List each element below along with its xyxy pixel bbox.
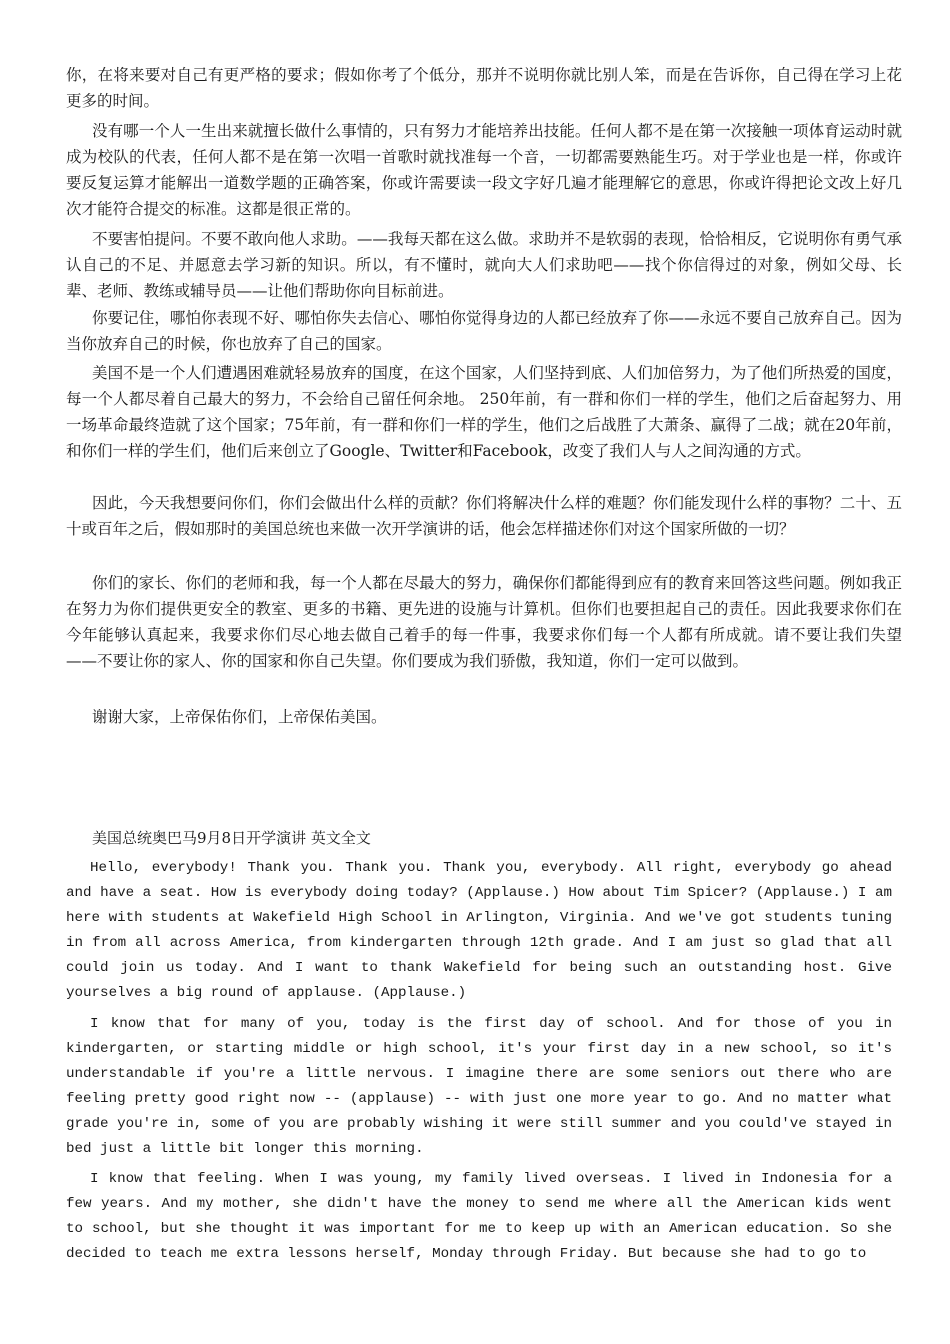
en-paragraph-1: Hello, everybody! Thank you. Thank you. Thank you, everybody. All right, everybody go ahead and have a seat. How is everybody doing today? (Applause.) How about Tim Spicer? (Applause.) I am here with students at Wakefield High School in Arlington, Virginia. And we've got students tuning in from all across America, from kindergarten through 12th grade. And I am just so glad that all could join us today. And I want to thank Wakefield for being such an outstanding host. Give yourselves a big round of applause. (Applause.) <box>66 860 892 1001</box>
cn-paragraph-6: 因此，今天我想要问你们，你们会做出什么样的贡献？你们将解决什么样的难题？你们能发现什么样的事物？二十、五十或百年之后，假如那时的美国总统也来做一次开学演讲的话，他会怎样描述你们对这个国家所做的一切？ <box>66 494 902 538</box>
cn-paragraph-7: 你们的家长、你们的老师和我，每一个人都在尽最大的努力，确保你们都能得到应有的教育来回答这些问题。例如我正在努力为你们提供更安全的教室、更多的书籍、更先进的设施与计算机。但你们也要担起自己的责任。因此我要求你们在今年能够认真起来，我要求你们尽心地去做自己着手的每一件事，我要求你们每一个人都有所成就。请不要让我们失望——不要让你的家人、你的国家和你自己失望。你们要成为我们骄傲，我知道，你们一定可以做到。 <box>66 574 902 670</box>
cn-paragraph-1: 你，在将来要对自己有更严格的要求；假如你考了个低分，那并不说明你就比别人笨，而是在告诉你，自己得在学习上花更多的时间。 <box>66 66 902 110</box>
cn-paragraph-3: 不要害怕提问。不要不敢向他人求助。——我每天都在这么做。求助并不是软弱的表现，恰恰相反，它说明你有勇气承认自己的不足、并愿意去学习新的知识。所以，有不懂时，就向大人们求助吧——找个你信得过的对象，例如父母、长辈、老师、教练或辅导员——让他们帮助你向目标前进。 <box>66 230 902 300</box>
cn-paragraph-5: 美国不是一个人们遭遇困难就轻易放弃的国度，在这个国家，人们坚持到底、人们加倍努力，为了他们所热爱的国度，每一个人都尽着自己最大的努力，不会给自己留任何余地。 250年前，有一群和你们一样的学生，他们之后奋起努力、用一场革命最终造就了这个国家；75年前，有一群和你们一样的学生，他们之后战胜了大萧条、赢得了二战；就在20年前，和你们一样的学生们，他们后来创立了Google、Twitter和Facebook，改变了我们人与人之间沟通的方式。 <box>66 364 902 460</box>
cn-paragraph-4: 你要记住，哪怕你表现不好、哪怕你失去信心、哪怕你觉得身边的人都已经放弃了你——永远不要自己放弃自己。因为当你放弃自己的时候，你也放弃了自己的国家。 <box>66 309 902 353</box>
english-section-title: 美国总统奥巴马9月8日开学演讲 英文全文 <box>92 829 371 847</box>
cn-paragraph-8: 谢谢大家，上帝保佑你们，上帝保佑美国。 <box>92 708 387 726</box>
cn-paragraph-2: 没有哪一个人一生出来就擅长做什么事情的，只有努力才能培养出技能。任何人都不是在第一次接触一项体育运动时就成为校队的代表，任何人都不是在第一次唱一首歌时就找准每一个音，一切都需要熟能生巧。对于学业也是一样，你或许要反复运算才能解出一道数学题的正确答案，你或许需要读一段文字好几遍才能理解它的意思，你或许得把论文改上好几次才能符合提交的标准。这都是很正常的。 <box>66 122 902 218</box>
en-paragraph-2: I know that for many of you, today is the first day of school. And for those of you in kindergarten, or starting middle or high school, it's your first day in a new school, so it's understandable if you're a little nervous. I imagine there are some seniors out there who are feeling pretty good right now -- (applause) -- with just one more year to go. And no matter what grade you're in, some of you are probably wishing it were still summer and you could've stayed in bed just a little bit longer this morning. <box>66 1016 892 1157</box>
en-paragraph-3: I know that feeling. When I was young, my family lived overseas. I lived in Indonesia for a few years. And my mother, she didn't have the money to send me where all the American kids went to school, but she thought it was important for me to keep up with an American education. So she decided to teach me extra lessons herself, Monday through Friday. But because she had to go to <box>66 1171 892 1262</box>
